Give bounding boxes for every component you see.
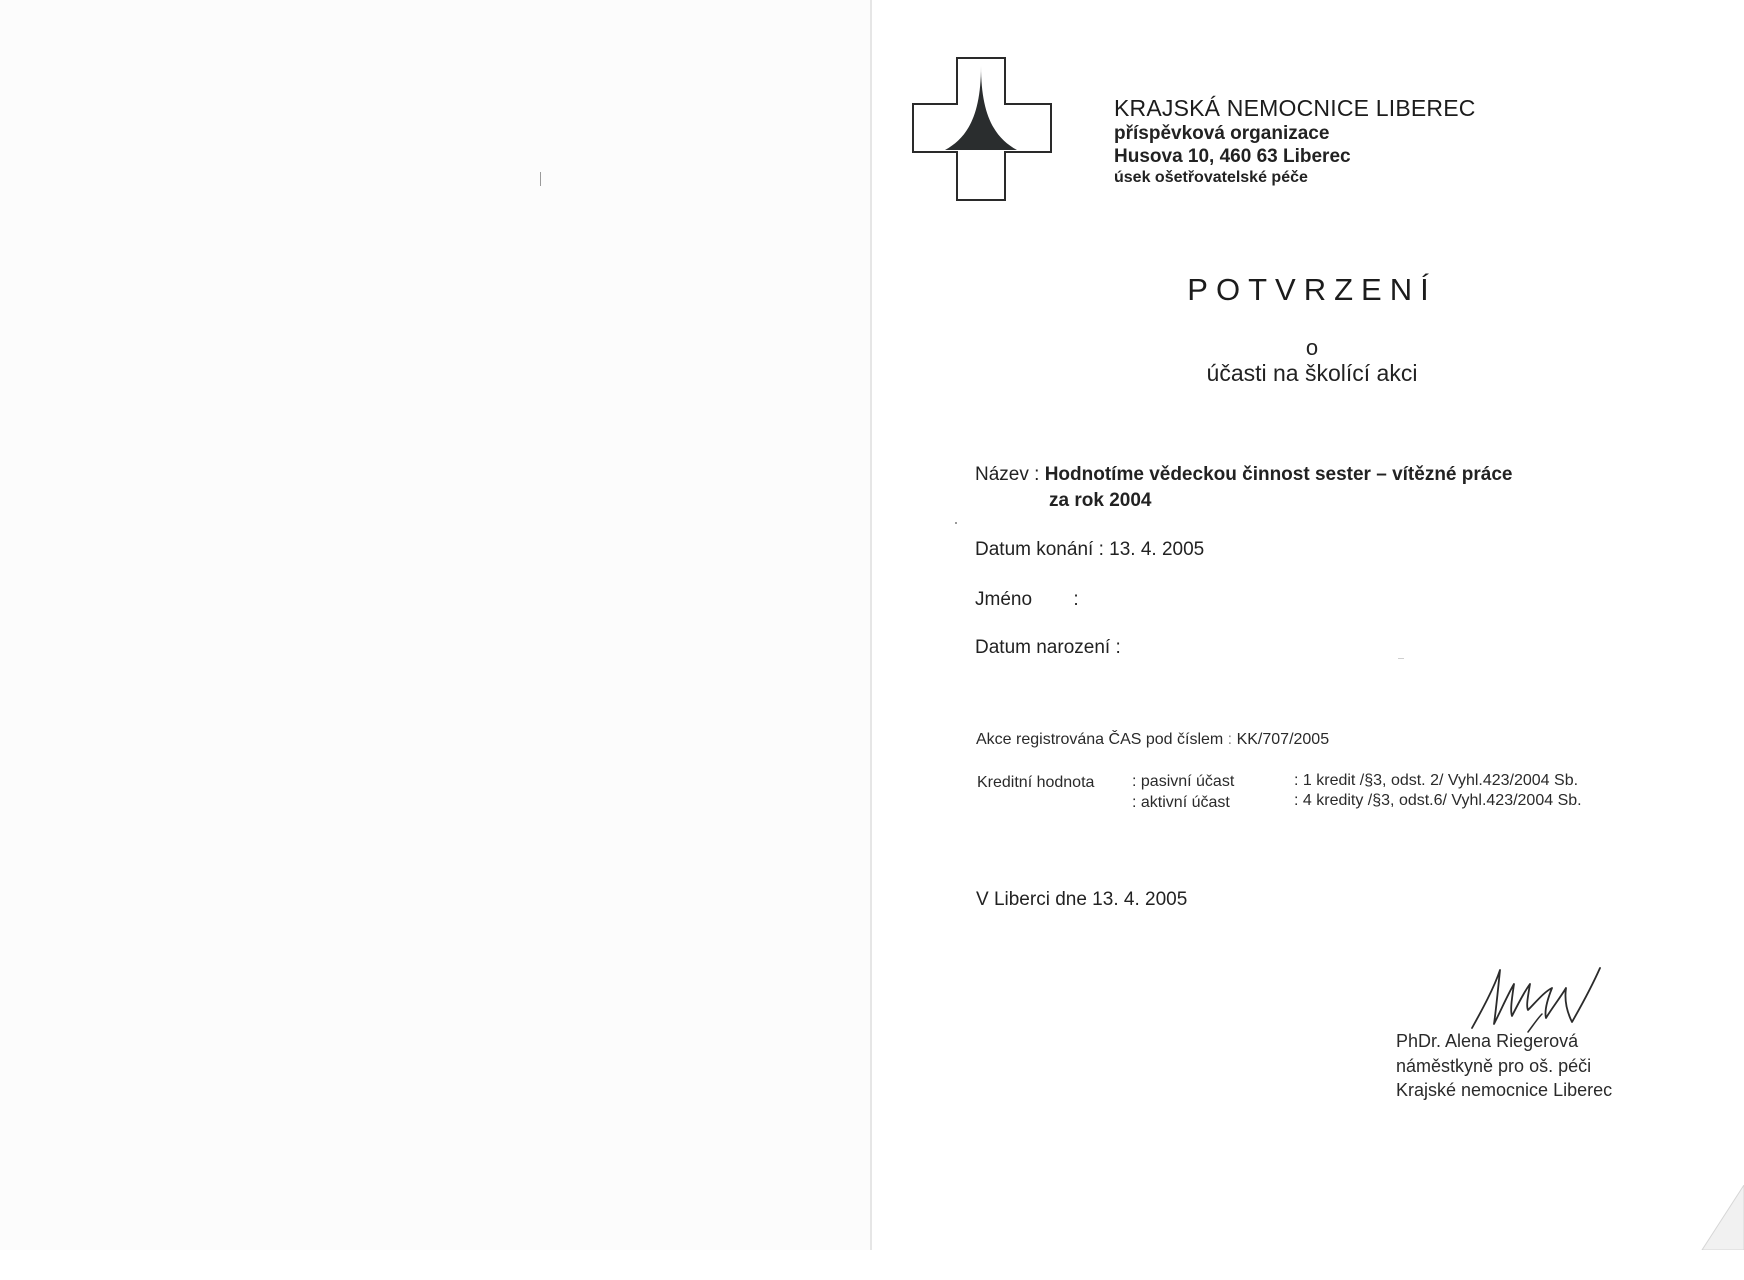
document-subtitle: účasti na školící akci bbox=[1206, 360, 1418, 386]
datum-narozeni-label: Datum narození : bbox=[975, 637, 1121, 658]
registration-number: KK/707/2005 bbox=[1236, 731, 1330, 748]
credits-label: Kreditní hodnota bbox=[977, 774, 1095, 791]
credit-type-active: : aktivní účast bbox=[1132, 794, 1230, 811]
place-and-date: V Liberci dne 13. 4. 2005 bbox=[976, 889, 1188, 910]
registration-line bbox=[976, 731, 1329, 749]
blank-left-page bbox=[0, 0, 870, 1250]
nazev-value-continued: za rok 2004 bbox=[1049, 490, 1152, 511]
document-title: POTVRZENÍ bbox=[1187, 272, 1437, 307]
signer-institution: Krajské nemocnice Liberec bbox=[1396, 1080, 1613, 1100]
scan-speck bbox=[955, 522, 957, 524]
page-corner-fold bbox=[1700, 1185, 1744, 1250]
jmeno-label: Jméno bbox=[975, 589, 1033, 610]
datum-konani-label: Datum konání : bbox=[975, 539, 1104, 560]
scan-speck bbox=[540, 172, 541, 186]
scan-speck bbox=[1398, 658, 1404, 659]
field-nazev bbox=[975, 464, 1512, 486]
scan-bottom-margin bbox=[0, 1250, 1744, 1280]
registration-separator: : bbox=[1227, 731, 1233, 748]
org-name: KRAJSKÁ NEMOCNICE LIBEREC bbox=[1114, 95, 1476, 121]
datum-konani-value: 13. 4. 2005 bbox=[1109, 539, 1205, 560]
nazev-label: Název : bbox=[975, 464, 1040, 485]
nazev-value: Hodnotíme vědeckou činnost sester – vítězné práce bbox=[1044, 464, 1513, 485]
hospital-cross-logo bbox=[911, 56, 1053, 202]
signer-role: náměstkyně pro oš. péči bbox=[1396, 1056, 1592, 1076]
signer-name: PhDr. Alena Riegerová bbox=[1396, 1031, 1579, 1051]
org-department: úsek ošetřovatelské péče bbox=[1114, 169, 1308, 186]
field-jmeno bbox=[975, 589, 1079, 611]
org-address: Husova 10, 460 63 Liberec bbox=[1114, 146, 1351, 167]
credit-type-passive: : pasivní účast bbox=[1132, 773, 1235, 790]
org-type: příspěvková organizace bbox=[1114, 123, 1330, 144]
handwritten-signature bbox=[1468, 962, 1618, 1034]
field-datum-konani bbox=[975, 539, 1204, 561]
document-subtitle-o: o bbox=[1305, 335, 1319, 360]
registration-label: Akce registrována ČAS pod číslem bbox=[976, 731, 1224, 748]
organization-header bbox=[1114, 94, 1476, 188]
credit-value-passive: : 1 kredit /§3, odst. 2/ Vyhl.423/2004 Sb. bbox=[1294, 772, 1579, 789]
field-datum-narozeni bbox=[975, 637, 1121, 659]
jmeno-colon: : bbox=[1073, 589, 1079, 610]
credit-value-active: : 4 kredity /§3, odst.6/ Vyhl.423/2004 Sb. bbox=[1294, 792, 1582, 809]
